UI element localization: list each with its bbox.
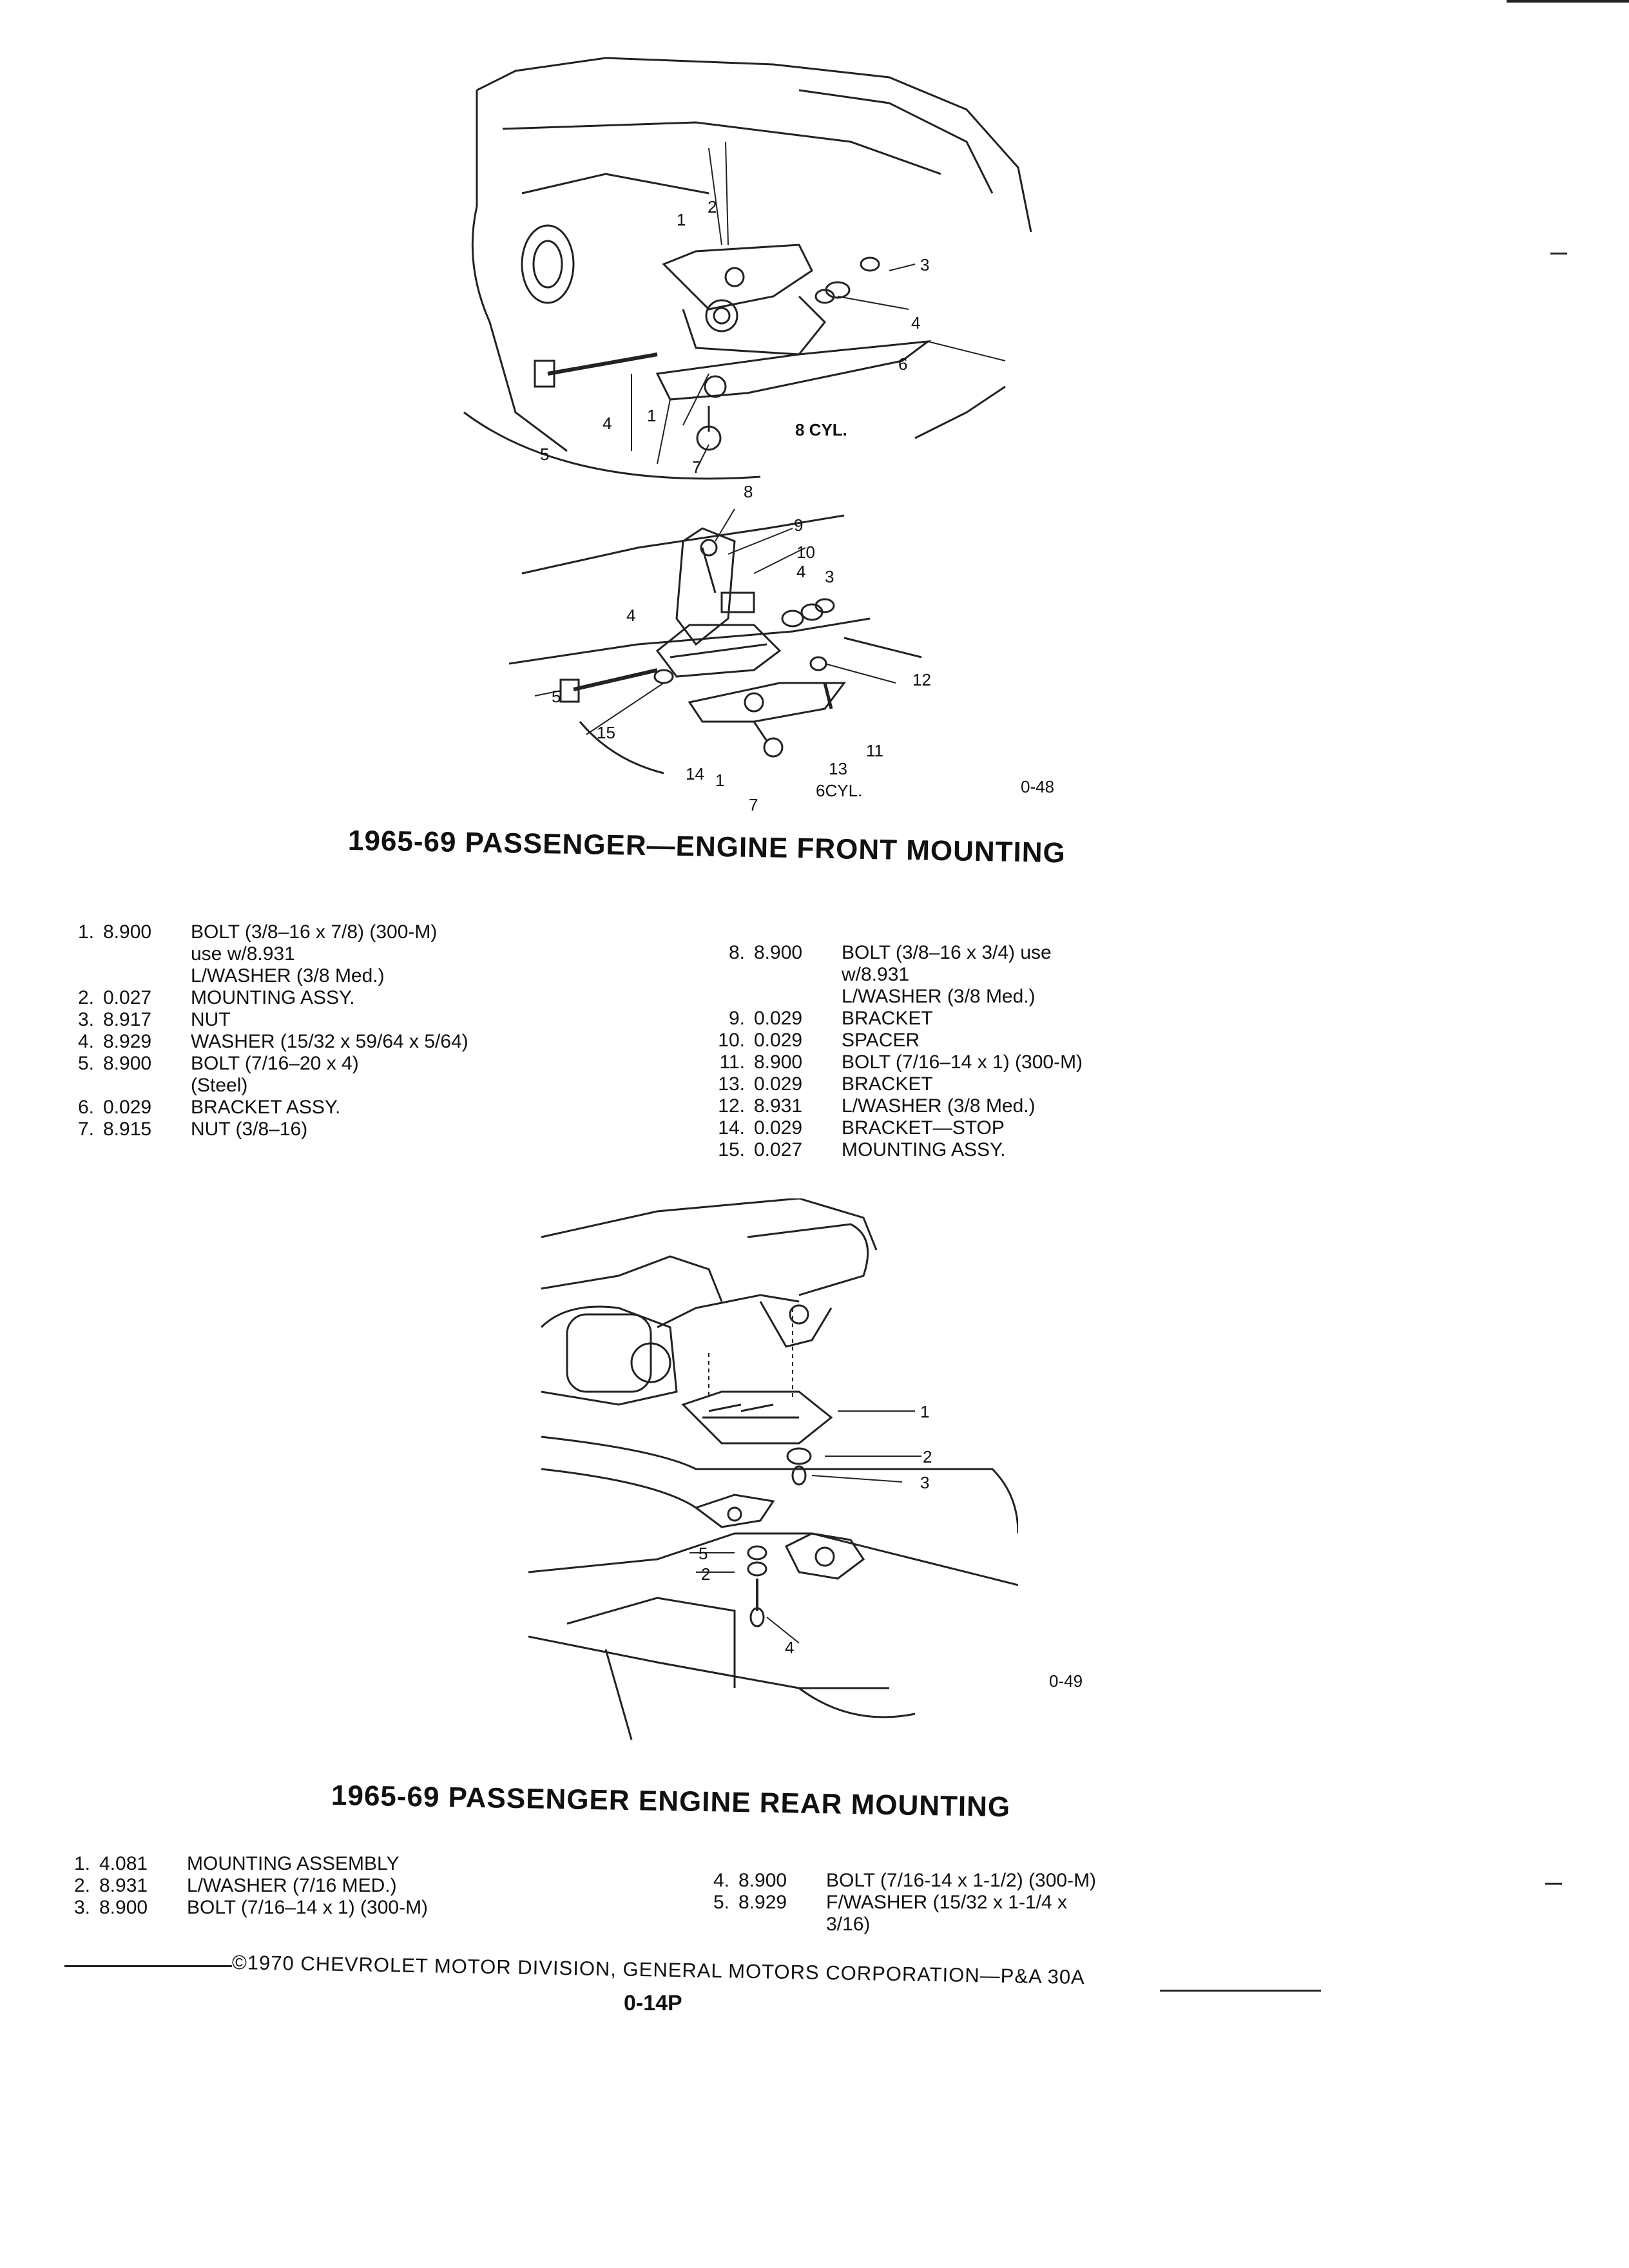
parts-row (715, 942, 1295, 1008)
parts-row (64, 1097, 709, 1119)
callout-6cyl-11: 11 (866, 741, 883, 760)
callout-8cyl-1: 1 (677, 210, 686, 229)
parts-row (715, 1052, 1295, 1073)
part-code: 8.900 (103, 921, 152, 943)
rear-mounting-illustration (528, 1198, 1018, 1753)
part-desc: L/WASHER (3/8 Med.) (191, 965, 385, 986)
part-code: 0.029 (754, 1073, 803, 1095)
part-number: 7. (77, 1119, 94, 1140)
parts-row (64, 1031, 709, 1053)
part-desc: use w/8.931 (191, 943, 295, 965)
part-desc: BRACKET ASSY. (191, 1097, 341, 1118)
figure-number-0-49: 0-49 (1049, 1671, 1083, 1691)
callout-6cyl-8: 8 (744, 482, 753, 501)
parts-row (64, 987, 709, 1009)
part-code: 4.081 (99, 1853, 148, 1874)
callout-rear-3: 3 (920, 1473, 930, 1492)
parts-row (64, 1009, 709, 1031)
footer-rule-right (1160, 1990, 1321, 1992)
callout-rear-4: 4 (785, 1638, 795, 1657)
part-desc: w/8.931 (842, 964, 910, 985)
callout-rear-1: 1 (920, 1402, 930, 1421)
parts-row (64, 1119, 709, 1140)
margin-mark (1550, 253, 1567, 255)
part-code: 8.900 (103, 1053, 152, 1074)
parts-row (61, 1875, 705, 1897)
parts-row (61, 1853, 705, 1875)
part-desc: NUT (191, 1009, 231, 1030)
part-desc: (Steel) (191, 1075, 248, 1096)
callout-rear-2b: 2 (701, 1564, 711, 1584)
part-code: 0.029 (754, 1030, 803, 1051)
callout-6cyl-4a: 4 (796, 562, 806, 581)
copyright-line: ©1970 CHEVROLET MOTOR DIVISION, GENERAL MOTORS CORPORATION—P&A 30A (231, 1951, 1086, 1989)
part-desc: L/WASHER (7/16 MED.) (187, 1875, 397, 1896)
part-number: 13. (718, 1073, 745, 1095)
part-desc: 3/16) (826, 1914, 871, 1935)
part-number: 11. (719, 1052, 745, 1073)
callout-8cyl-4a: 4 (911, 313, 921, 332)
figure-number-0-48: 0-48 (1021, 777, 1055, 796)
part-number: 4. (713, 1870, 729, 1891)
parts-row (715, 1117, 1295, 1139)
margin-mark (1507, 0, 1629, 3)
part-code: 8.931 (754, 1095, 803, 1117)
front-parts-list-right (715, 942, 1295, 1161)
part-number: 5. (713, 1892, 729, 1913)
part-desc: BOLT (7/16–20 x 4) (191, 1053, 359, 1074)
callout-8cyl-6: 6 (898, 354, 908, 374)
part-number: 9. (728, 1008, 745, 1029)
parts-row (64, 921, 709, 987)
parts-row (61, 1897, 705, 1919)
part-code: 0.029 (754, 1008, 803, 1029)
callout-6cyl-1: 1 (715, 771, 725, 790)
part-number: 3. (73, 1897, 90, 1918)
parts-row (64, 1053, 709, 1097)
parts-row (700, 1870, 1344, 1892)
callout-8cyl-4b: 4 (602, 414, 612, 433)
label-8-cyl: 8 CYL. (795, 420, 847, 439)
front-parts-list-left (64, 921, 709, 1140)
footer-rule-left (64, 1965, 232, 1967)
part-code: 8.929 (738, 1892, 787, 1913)
callout-rear-5: 5 (699, 1544, 708, 1563)
part-code: 8.931 (99, 1875, 148, 1896)
part-number: 12. (718, 1095, 745, 1117)
margin-mark (1545, 1883, 1562, 1885)
callout-6cyl-14: 14 (686, 764, 704, 783)
part-desc: BRACKET—STOP (842, 1117, 1005, 1139)
part-number: 5. (77, 1053, 94, 1074)
front-mounting-6cyl-illustration (509, 490, 999, 799)
part-code: 0.027 (754, 1139, 803, 1160)
page-number: 0-14P (624, 1991, 682, 2015)
rear-parts-list-right (700, 1870, 1344, 1936)
part-code: 8.900 (99, 1897, 148, 1918)
part-desc: BOLT (3/8–16 x 7/8) (300-M) (191, 921, 438, 943)
callout-6cyl-4b: 4 (626, 606, 636, 625)
callout-8cyl-1b: 1 (647, 406, 657, 425)
part-number: 4. (77, 1031, 94, 1052)
part-number: 6. (77, 1097, 94, 1118)
callout-rear-2: 2 (923, 1447, 932, 1466)
part-desc: MOUNTING ASSEMBLY (187, 1853, 400, 1874)
part-desc: BOLT (7/16-14 x 1-1/2) (300-M) (826, 1870, 1097, 1891)
parts-row (715, 1095, 1295, 1117)
callout-8cyl-3: 3 (920, 255, 930, 274)
rear-mounting-title: 1965-69 PASSENGER ENGINE REAR MOUNTING (331, 1780, 1011, 1823)
part-desc: WASHER (15/32 x 59/64 x 5/64) (191, 1031, 468, 1052)
part-code: 8.900 (754, 1052, 803, 1073)
part-desc: L/WASHER (3/8 Med.) (842, 1095, 1036, 1117)
label-6-cyl: 6CYL. (816, 781, 863, 800)
part-code: 0.029 (754, 1117, 803, 1139)
callout-6cyl-12: 12 (912, 670, 931, 689)
part-desc: BOLT (3/8–16 x 3/4) use (842, 942, 1052, 963)
part-desc: BOLT (7/16–14 x 1) (300-M) (187, 1897, 429, 1918)
part-number: 1. (73, 1853, 90, 1874)
callout-6cyl-13: 13 (829, 759, 847, 778)
callout-6cyl-15: 15 (597, 723, 615, 742)
part-number: 1. (77, 921, 94, 943)
part-code: 8.900 (754, 942, 803, 963)
part-desc: NUT (3/8–16) (191, 1119, 308, 1140)
part-desc: F/WASHER (15/32 x 1-1/4 x (826, 1892, 1068, 1913)
part-code: 0.029 (103, 1097, 152, 1118)
part-number: 2. (73, 1875, 90, 1896)
front-mounting-8cyl-illustration (438, 52, 1044, 490)
part-code: 8.917 (103, 1009, 152, 1030)
rear-parts-list-left (61, 1853, 705, 1919)
part-desc: SPACER (842, 1030, 920, 1051)
part-desc: L/WASHER (3/8 Med.) (842, 986, 1036, 1007)
parts-row (715, 1030, 1295, 1052)
part-code: 8.915 (103, 1119, 152, 1140)
callout-6cyl-5: 5 (552, 687, 561, 706)
part-code: 8.929 (103, 1031, 152, 1052)
callout-8cyl-2: 2 (708, 197, 717, 216)
callout-8cyl-5: 5 (540, 445, 550, 464)
parts-row (715, 1008, 1295, 1030)
part-code: 8.900 (738, 1870, 787, 1891)
part-code: 0.027 (103, 987, 152, 1008)
parts-row (715, 1073, 1295, 1095)
part-desc: MOUNTING ASSY. (842, 1139, 1006, 1160)
part-desc: BOLT (7/16–14 x 1) (300-M) (842, 1052, 1083, 1073)
callout-8cyl-7: 7 (692, 457, 702, 477)
part-number: 15. (718, 1139, 745, 1160)
part-desc: BRACKET (842, 1073, 933, 1095)
callout-6cyl-7: 7 (749, 795, 758, 814)
part-number: 2. (77, 987, 94, 1008)
part-desc: MOUNTING ASSY. (191, 987, 355, 1008)
part-number: 8. (728, 942, 745, 963)
parts-row (715, 1139, 1295, 1161)
part-number: 3. (77, 1009, 94, 1030)
callout-6cyl-3: 3 (825, 567, 834, 586)
part-number: 14. (718, 1117, 745, 1139)
front-mounting-title: 1965-69 PASSENGER—ENGINE FRONT MOUNTING (347, 825, 1066, 869)
parts-row (700, 1892, 1344, 1936)
part-number: 10. (718, 1030, 745, 1051)
part-desc: BRACKET (842, 1008, 933, 1029)
callout-6cyl-9: 9 (794, 515, 804, 535)
callout-6cyl-10: 10 (796, 543, 815, 562)
